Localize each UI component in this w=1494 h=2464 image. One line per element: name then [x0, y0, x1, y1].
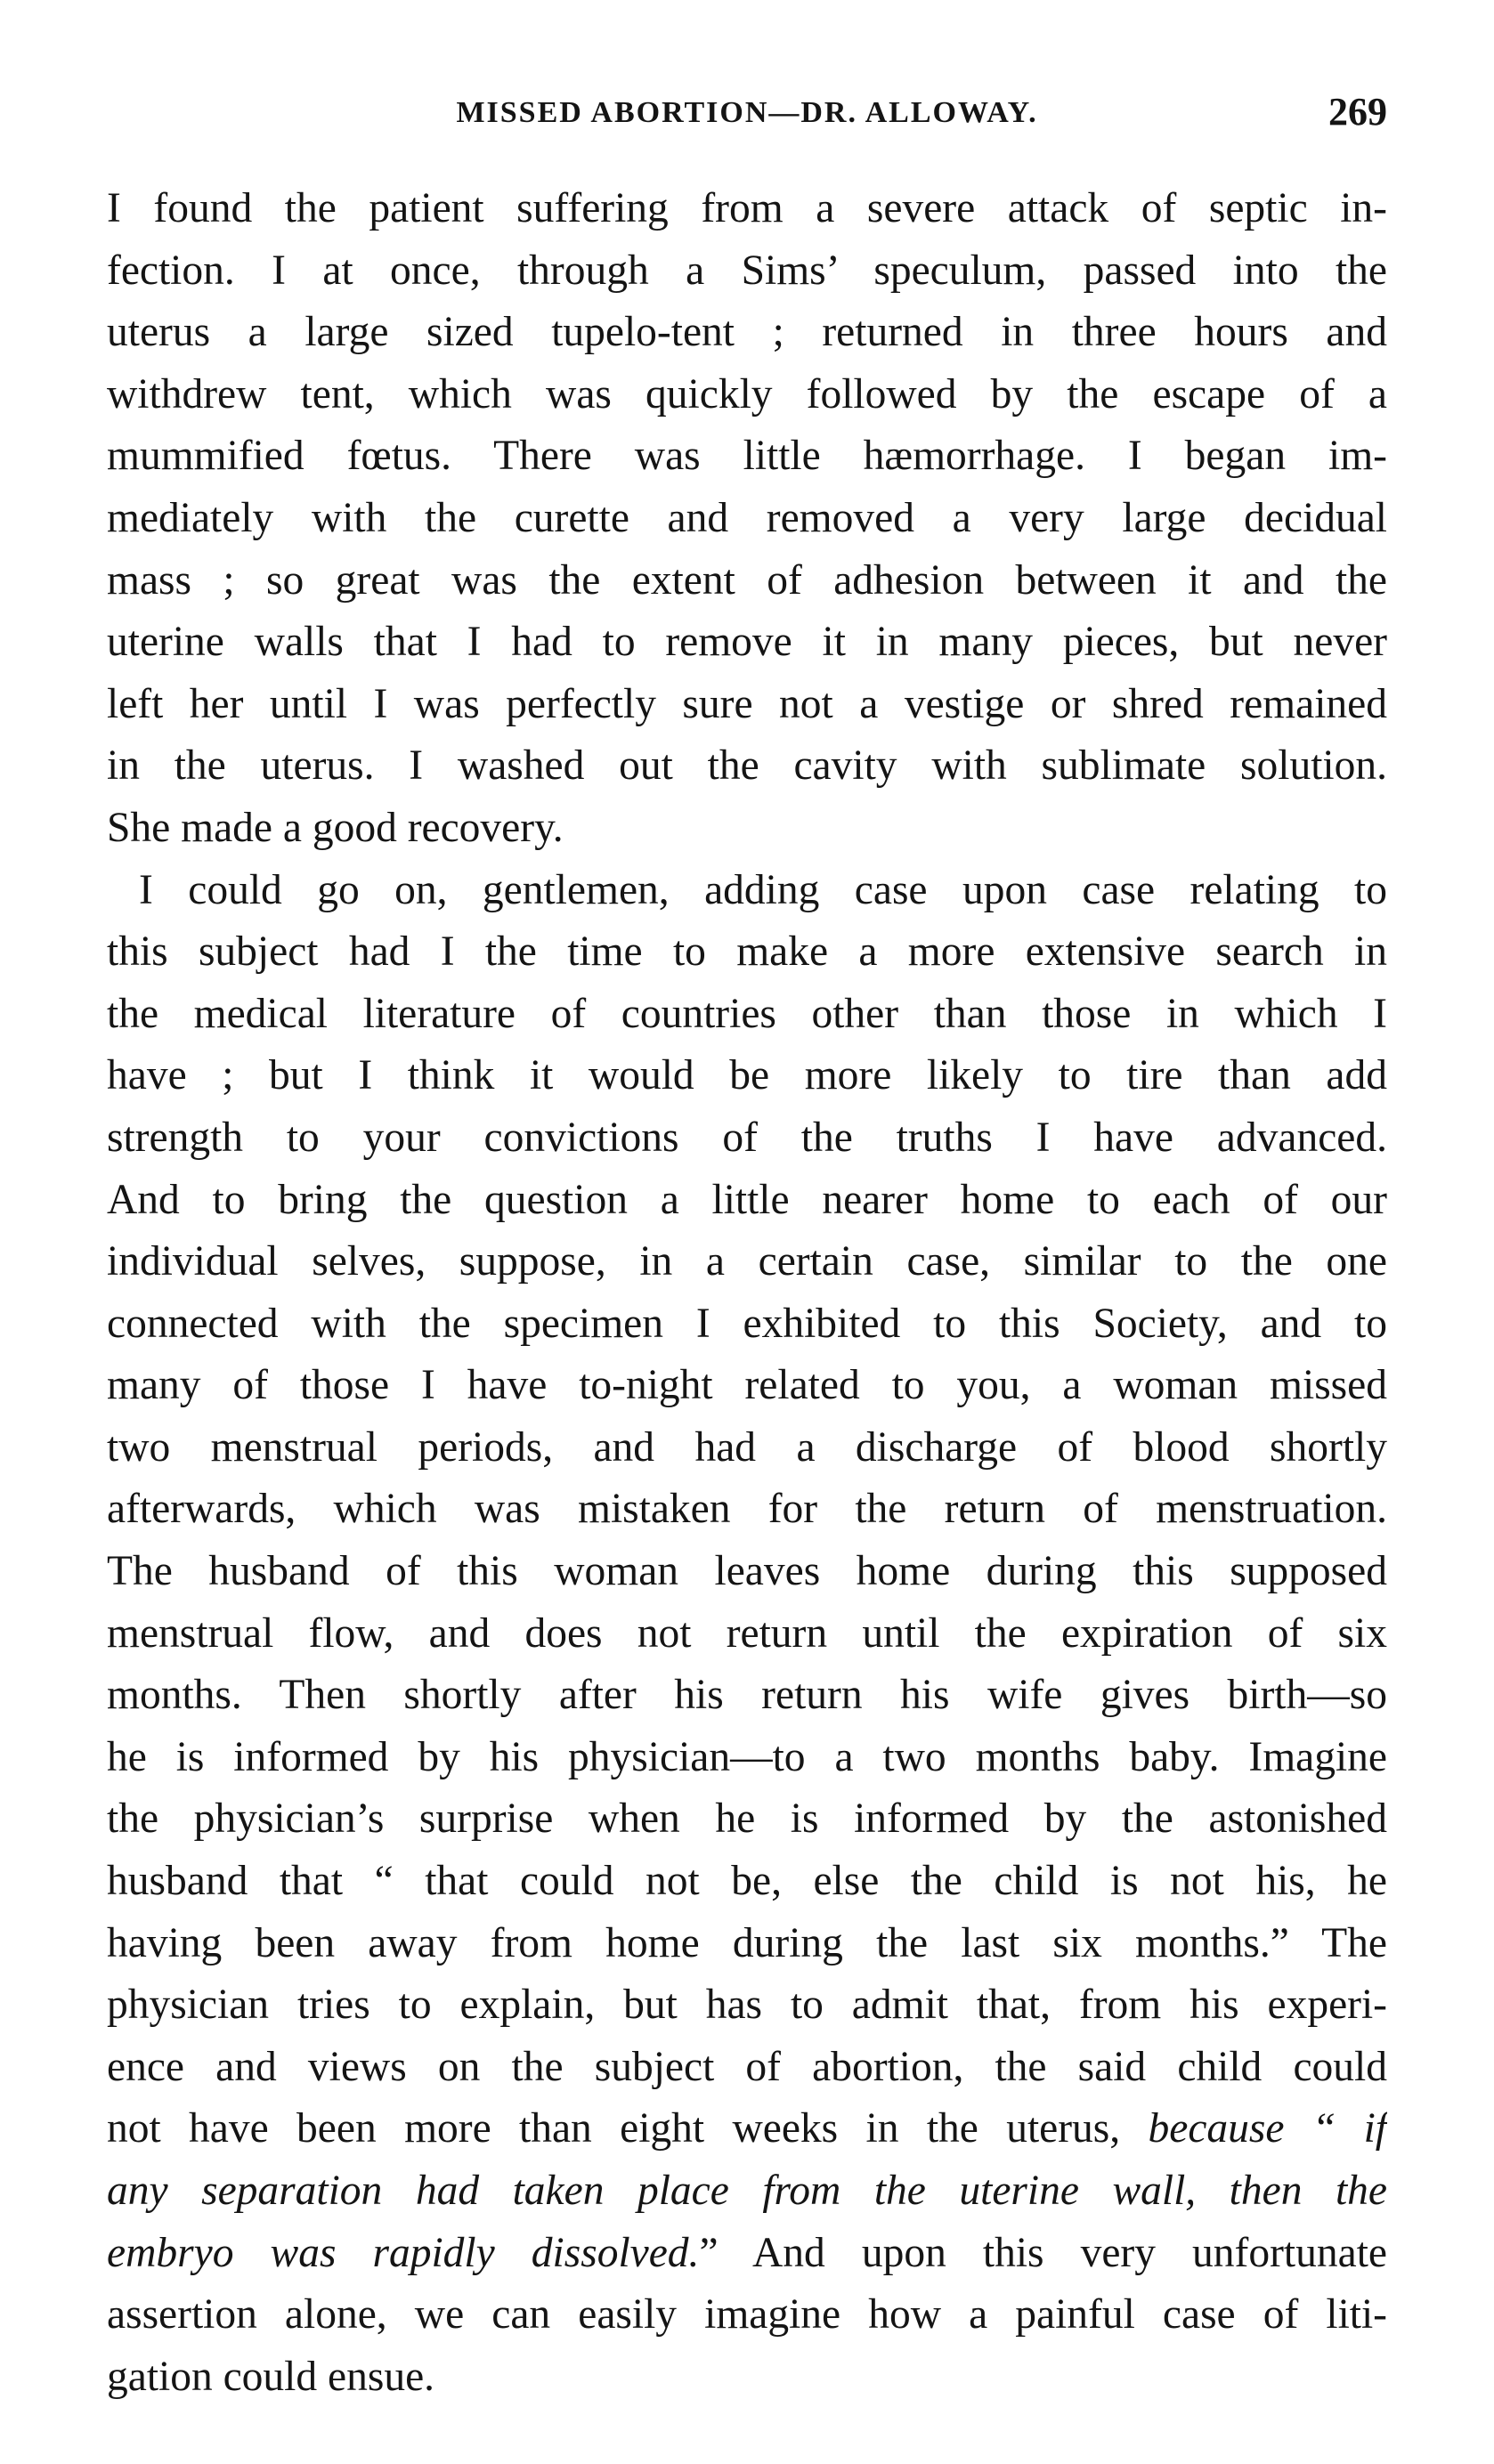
italic-segment: embryo was rapidly dissolved. [107, 2229, 700, 2276]
text-segment: not have been more than eight weeks in the uterus, [107, 2105, 1121, 2152]
text-line: I found the patient suffering from a severe attack of septic in- [107, 185, 1387, 231]
text-line-mixed [107, 2098, 1387, 2160]
italic-segment: any separation had taken place from the uterine wall, then the [107, 2168, 1387, 2214]
text-line: uterine walls that I had to remove it in many pieces, but never [107, 619, 1387, 666]
text-line: I could go on, gentlemen, adding case upon case relating to [139, 866, 1387, 913]
body-text [107, 178, 1387, 2408]
text-line: left her until I was perfectly sure not a vestige or shred remained [107, 680, 1387, 727]
text-line: this subject had I the time to make a more extensive search in [107, 928, 1387, 976]
text-line: having been away from home during the last six months.” The [107, 1919, 1387, 1966]
page-number: 269 [1328, 90, 1387, 134]
text-segment: ” And upon this very unfortunate [699, 2229, 1387, 2276]
text-line: And to bring the question a little nearer home to each of our [107, 1176, 1387, 1223]
text-line: menstrual flow, and does not return until the expiration of six [107, 1609, 1387, 1657]
running-title: MISSED ABORTION—DR. ALLOWAY. [456, 96, 1038, 129]
text-line: physician tries to explain, but has to admit that, from his experi- [107, 1982, 1387, 2029]
text-line: withdrew tent, which was quickly followed by the escape of a [107, 370, 1387, 417]
italic-segment: because “ if [1148, 2105, 1387, 2152]
text-line-mixed [107, 2223, 1387, 2285]
text-line: mummified fœtus. There was little hæmorrhage. I began im- [107, 433, 1387, 480]
paragraph-1 [107, 178, 1387, 860]
text-line: She made a good recovery. [107, 804, 564, 851]
text-line: two menstrual periods, and had a discharge of blood shortly [107, 1423, 1387, 1471]
text-line: assertion alone, we can easily imagine how a painful case of liti- [107, 2291, 1387, 2338]
text-line: ence and views on the subject of abortion, the said child could [107, 2043, 1387, 2090]
text-line: in the uterus. I washed out the cavity with sublimate solution. [107, 742, 1387, 790]
text-line: husband that “ that could not be, else the child is not his, he [107, 1858, 1387, 1905]
text-line: The husband of this woman leaves home during this supposed [107, 1548, 1387, 1595]
text-line: uterus a large sized tupelo-tent ; returned in three hours and [107, 309, 1387, 356]
text-line: months. Then shortly after his return his wife gives birth—so [107, 1672, 1387, 1719]
text-line: he is informed by his physician—to a two months baby. Imagine [107, 1733, 1387, 1780]
text-line: mass ; so great was the extent of adhesion between it and the [107, 556, 1387, 604]
text-line: mediately with the curette and removed a very large decidual [107, 494, 1387, 541]
text-line: fection. I at once, through a Sims’ speculum, passed into the [107, 247, 1387, 294]
text-line: strength to your convictions of the truths I have advanced. [107, 1114, 1387, 1161]
text-line: connected with the specimen I exhibited to this Society, and to [107, 1300, 1387, 1347]
text-line: have ; but I think it would be more likely to tire than add [107, 1052, 1387, 1099]
text-line-italic [107, 2160, 1387, 2223]
text-line: the medical literature of countries other than those in which I [107, 990, 1387, 1037]
text-line: the physician’s surprise when he is informed by the astonished [107, 1795, 1387, 1843]
text-line: individual selves, suppose, in a certain case, similar to the one [107, 1238, 1387, 1285]
paragraph-2 [107, 860, 1387, 2409]
text-line: afterwards, which was mistaken for the return of menstruation. [107, 1486, 1387, 1533]
running-head [107, 89, 1387, 142]
text-line: many of those I have to-night related to you, a woman missed [107, 1362, 1387, 1409]
text-line: gation could ensue. [107, 2353, 435, 2400]
